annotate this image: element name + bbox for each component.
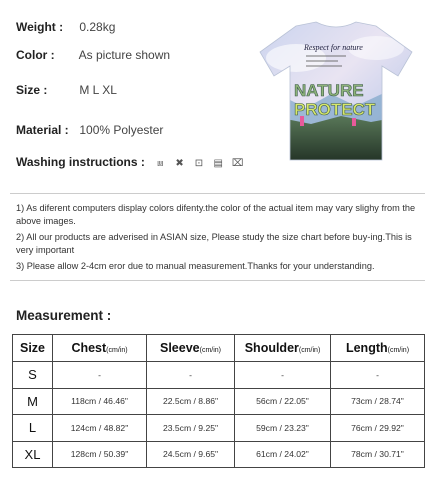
chest-cell: - xyxy=(53,362,147,389)
chest-cell: 118cm / 46.46" xyxy=(53,388,147,415)
header-sleeve: Sleeve(cm/in) xyxy=(147,335,235,362)
size-spec xyxy=(16,83,117,97)
length-cell: 73cm / 28.74" xyxy=(331,388,425,415)
sleeve-cell: 22.5cm / 8.86" xyxy=(147,388,235,415)
weight-spec xyxy=(16,20,115,34)
sleeve-cell: - xyxy=(147,362,235,389)
size-chart-table xyxy=(12,334,425,468)
weight-value: 0.28kg xyxy=(79,20,116,34)
material-value: 100% Polyester xyxy=(79,123,164,137)
iron-icon: ▤ xyxy=(213,158,223,169)
size-cell: M xyxy=(13,388,53,415)
length-cell: 78cm / 30.71" xyxy=(331,441,425,468)
no-bleach-icon: ✖ xyxy=(175,158,184,169)
shirt-word-protect: PROTECT xyxy=(294,100,376,119)
wash-30-icon: ⩏ xyxy=(157,158,164,169)
no-dry-clean-icon: ⌧ xyxy=(231,158,244,169)
notes-box xyxy=(10,193,425,281)
washing-icons xyxy=(152,155,245,169)
shirt-slogan: Respect for nature xyxy=(304,43,363,52)
table-row xyxy=(13,415,425,442)
chest-cell: 128cm / 50.39" xyxy=(53,441,147,468)
table-row xyxy=(13,388,425,415)
color-label: Color : xyxy=(16,48,55,62)
length-cell: - xyxy=(331,362,425,389)
header-length: Length(cm/in) xyxy=(331,335,425,362)
header-chest: Chest(cm/in) xyxy=(53,335,147,362)
material-spec xyxy=(16,123,163,137)
shoulder-cell: 61cm / 24.02" xyxy=(235,441,331,468)
product-tshirt-image xyxy=(256,18,416,168)
size-cell: L xyxy=(13,415,53,442)
color-value: As picture shown xyxy=(78,48,171,62)
measurement-title: Measurement : xyxy=(16,308,112,323)
header-shoulder: Shoulder(cm/in) xyxy=(235,335,331,362)
washing-spec xyxy=(16,155,246,169)
size-label: Size : xyxy=(16,83,48,97)
chest-cell: 124cm / 48.82" xyxy=(53,415,147,442)
shirt-word-nature: NATURE xyxy=(294,81,364,100)
length-cell: 76cm / 29.92" xyxy=(331,415,425,442)
material-label: Material : xyxy=(16,123,69,137)
size-value: M L XL xyxy=(79,83,117,97)
header-size: Size xyxy=(13,335,53,362)
shoulder-cell: - xyxy=(235,362,331,389)
shoulder-cell: 56cm / 22.05" xyxy=(235,388,331,415)
table-header-row xyxy=(13,335,425,362)
size-cell: XL xyxy=(13,441,53,468)
note-3: 3) Please allow 2-4cm eror due to manual measurement.Thanks for your understanding. xyxy=(16,260,375,271)
size-cell: S xyxy=(13,362,53,389)
sleeve-cell: 24.5cm / 9.65" xyxy=(147,441,235,468)
note-2: 2) All our products are adverised in ASIAN size, Please study the size chart before buy-ing.This is very important xyxy=(16,231,412,256)
weight-label: Weight : xyxy=(16,20,64,34)
color-spec xyxy=(16,48,170,62)
table-row xyxy=(13,362,425,389)
washing-label: Washing instructions : xyxy=(16,155,145,169)
note-1: 1) As diferent computers display colors difenty.the color of the actual item may vary slighy from the above images. xyxy=(16,203,416,227)
table-row xyxy=(13,441,425,468)
tumble-dry-icon: ⊡ xyxy=(194,158,204,169)
sleeve-cell: 23.5cm / 9.25" xyxy=(147,415,235,442)
shoulder-cell: 59cm / 23.23" xyxy=(235,415,331,442)
